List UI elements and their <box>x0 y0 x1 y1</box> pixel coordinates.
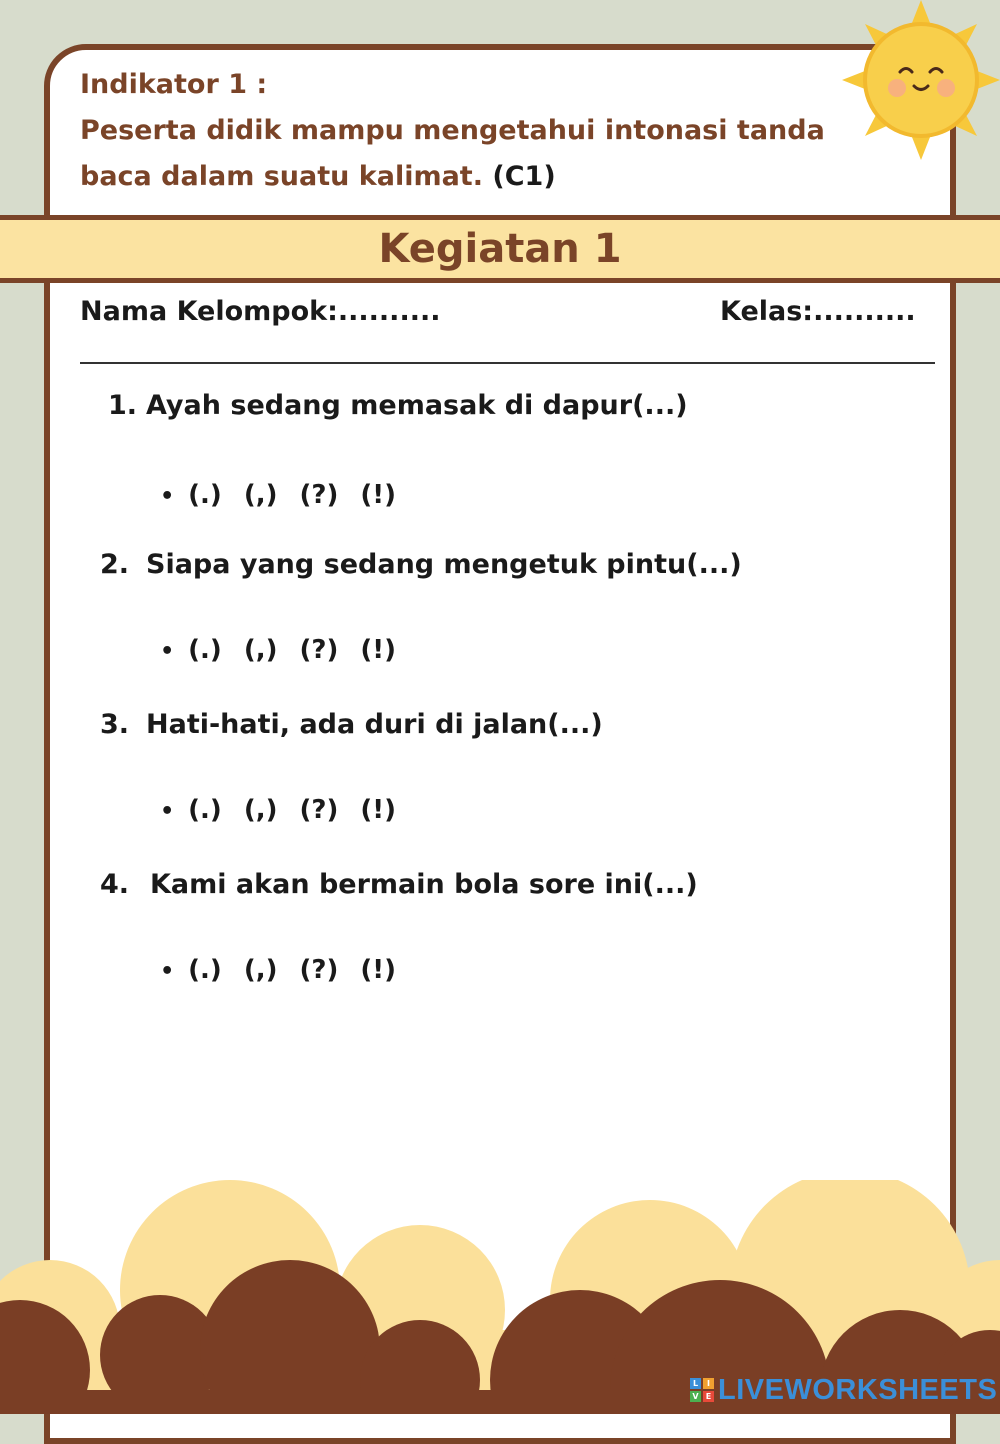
option-question[interactable]: (?) <box>299 635 339 665</box>
option-comma[interactable]: (,) <box>243 955 278 985</box>
question-4 <box>100 869 698 900</box>
option-exclamation[interactable]: (!) <box>360 795 396 825</box>
bullet: • <box>160 799 175 824</box>
option-exclamation[interactable]: (!) <box>360 955 396 985</box>
bullet: • <box>160 639 175 664</box>
options-2 <box>142 605 418 665</box>
divider <box>80 362 935 364</box>
indikator-line-2 <box>80 154 880 200</box>
logo-letter: I <box>703 1378 714 1389</box>
liveworksheets-logo[interactable] <box>690 1374 997 1406</box>
indikator-label: Indikator 1 : <box>80 69 268 100</box>
logo-text: LIVEWORKSHEETS <box>718 1373 998 1406</box>
bullet: • <box>160 959 175 984</box>
option-question[interactable]: (?) <box>299 955 339 985</box>
logo-grid-icon <box>690 1378 714 1402</box>
sun-icon <box>842 0 1000 160</box>
question-2 <box>100 549 742 580</box>
logo-letter: V <box>690 1391 701 1402</box>
class-field: Kelas:.......... <box>720 296 916 327</box>
group-name-field: Nama Kelompok:.......... <box>80 296 441 327</box>
question-3 <box>100 709 603 740</box>
options-1 <box>142 450 418 510</box>
option-question[interactable]: (?) <box>299 795 339 825</box>
option-period[interactable]: (.) <box>188 955 222 985</box>
option-period[interactable]: (.) <box>188 795 222 825</box>
option-exclamation[interactable]: (!) <box>360 635 396 665</box>
option-period[interactable]: (.) <box>188 480 222 510</box>
bullet: • <box>160 484 175 509</box>
question-text: Ayah sedang memasak di dapur(...) <box>146 390 688 421</box>
option-question[interactable]: (?) <box>299 480 339 510</box>
option-period[interactable]: (.) <box>188 635 222 665</box>
activity-banner <box>0 215 1000 283</box>
activity-title: Kegiatan 1 <box>378 226 622 272</box>
option-exclamation[interactable]: (!) <box>360 480 396 510</box>
indikator-block <box>80 62 880 200</box>
question-text: Hati-hati, ada duri di jalan(...) <box>146 709 603 740</box>
logo-letter: L <box>690 1378 701 1389</box>
option-comma[interactable]: (,) <box>243 795 278 825</box>
indikator-code: (C1) <box>492 161 556 192</box>
logo-letter: E <box>703 1391 714 1402</box>
question-text: Kami akan bermain bola sore ini(...) <box>150 869 698 900</box>
question-text: Siapa yang sedang mengetuk pintu(...) <box>146 549 742 580</box>
option-comma[interactable]: (,) <box>243 480 278 510</box>
question-number: 3. <box>100 709 130 740</box>
options-4 <box>142 925 418 985</box>
question-number: 4. <box>100 869 130 900</box>
question-number: 1. <box>108 390 138 421</box>
question-number: 2. <box>100 549 130 580</box>
question-1 <box>108 390 688 421</box>
indikator-line-2-text: baca dalam suatu kalimat. <box>80 161 483 192</box>
option-comma[interactable]: (,) <box>243 635 278 665</box>
options-3 <box>142 765 418 825</box>
indikator-line-1: Peserta didik mampu mengetahui intonasi tanda <box>80 115 825 146</box>
